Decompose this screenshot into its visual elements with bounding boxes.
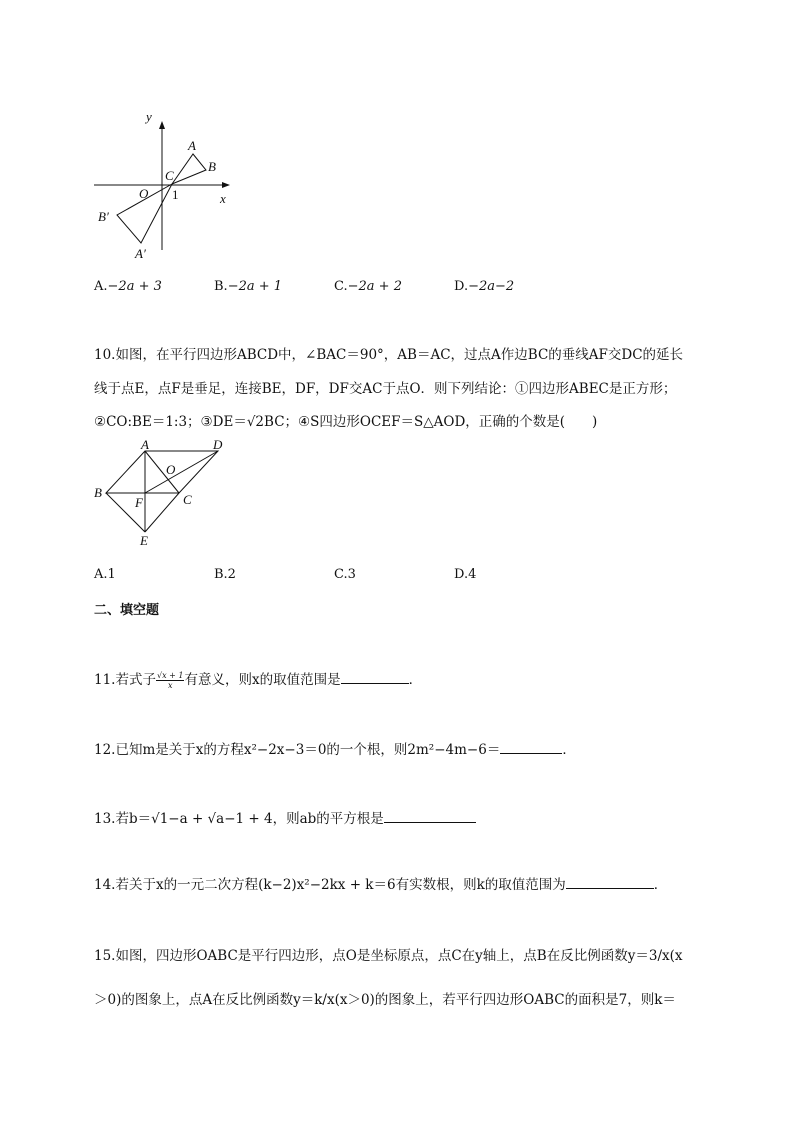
q12-answer-blank[interactable]: [500, 740, 562, 754]
label-y: y: [146, 109, 152, 124]
q10-option-c[interactable]: C.3: [334, 567, 356, 582]
triangle-abc: [172, 154, 206, 184]
q12: [94, 738, 576, 758]
q14-answer-blank[interactable]: [566, 875, 654, 889]
option-letter: A.: [94, 279, 108, 294]
label-b: B: [208, 159, 216, 174]
q10-line-3: ②CO:BE＝1:3；③DE＝√2BC；④S四边形OCEF＝S△AOD，正确的个数是( ): [94, 414, 598, 430]
q14-end: ．: [653, 877, 668, 893]
q15-line-2: ＞0)的图象上，点A在反比例函数y＝k/x(x＞0)的图象上，若平行四边形OABC的面积是7，则k＝: [94, 992, 676, 1008]
label-b-prime: B′: [98, 209, 109, 224]
option-letter: B.: [214, 279, 228, 294]
label-e: E: [140, 533, 148, 548]
label-one: 1: [172, 187, 179, 202]
q11-prefix: 11.若式子: [94, 672, 156, 688]
q10-option-a[interactable]: A.1: [94, 567, 116, 582]
segment-ce: [145, 493, 179, 532]
q9-option-d[interactable]: [454, 279, 514, 294]
label-a: A: [141, 437, 149, 452]
q10-line-2: 线于点E，点F是垂足，连接BE，DF，DF交AC于点O．则下列结论：①四边形ABEC是正方形；: [94, 381, 677, 397]
label-c: C: [183, 492, 192, 507]
q11-suffix: 有意义，则x的取值范围是: [184, 672, 341, 688]
q11-numerator: √x + 1: [156, 671, 184, 680]
option-expr: −2a + 1: [227, 279, 283, 294]
segment-df: [145, 451, 218, 493]
label-a-prime: A′: [135, 246, 146, 261]
q12-text: 12.已知m是关于x的方程x²−2x−3＝0的一个根，则2m²−4m−6＝: [94, 742, 501, 758]
q13: [94, 807, 476, 827]
q9-coordinate-figure: [88, 104, 248, 264]
option-expr: −2a−2: [468, 279, 515, 294]
label-d: D: [213, 437, 223, 452]
y-axis-arrow-icon: [159, 121, 165, 129]
q15-line-1: 15.如图，四边形OABC是平行四边形，点O是坐标原点，点C在y轴上，点B在反比例函数y＝3/x(x: [94, 948, 683, 964]
q9-option-b[interactable]: [214, 279, 282, 294]
q14-text: 14.若关于x的一元二次方程(k−2)x²−2kx + k＝6有实数根，则k的取值范围为: [94, 877, 566, 893]
q10-option-b[interactable]: B.2: [214, 567, 236, 582]
q11-denominator: x: [167, 681, 173, 690]
label-x: x: [220, 191, 226, 206]
q11-fraction: [156, 671, 185, 690]
q10-option-d[interactable]: D.4: [454, 567, 477, 582]
x-axis-arrow-icon: [222, 182, 230, 188]
q10-line-1: 10.如图，在平行四边形ABCD中，∠BAC＝90°，AB＝AC，过点A作边BC的垂线AF交DC的延长: [94, 347, 684, 363]
q13-text: 13.若b＝√1−a + √a−1 + 4，则ab的平方根是: [94, 811, 384, 827]
label-c: C: [165, 168, 174, 183]
label-origin: O: [139, 186, 149, 201]
label-a: A: [188, 138, 196, 153]
section-title-fill-in: 二、填空题: [94, 603, 160, 618]
label-f: F: [135, 495, 143, 510]
option-expr: −2a + 2: [347, 279, 402, 294]
q11-answer-blank[interactable]: [341, 670, 409, 684]
option-expr: −2a + 3: [107, 279, 162, 294]
option-letter: C.: [334, 279, 348, 294]
q13-answer-blank[interactable]: [384, 809, 476, 823]
option-letter: D.: [454, 279, 469, 294]
q10-parallelogram-figure: [88, 436, 238, 552]
q9-option-a[interactable]: [94, 279, 162, 294]
label-o: O: [166, 462, 176, 477]
q12-end: ．: [562, 742, 576, 758]
q14: [94, 873, 667, 893]
q11-end: ．: [408, 672, 423, 688]
q11: [94, 668, 422, 690]
label-b: B: [94, 485, 102, 500]
q9-option-c[interactable]: [334, 279, 402, 294]
